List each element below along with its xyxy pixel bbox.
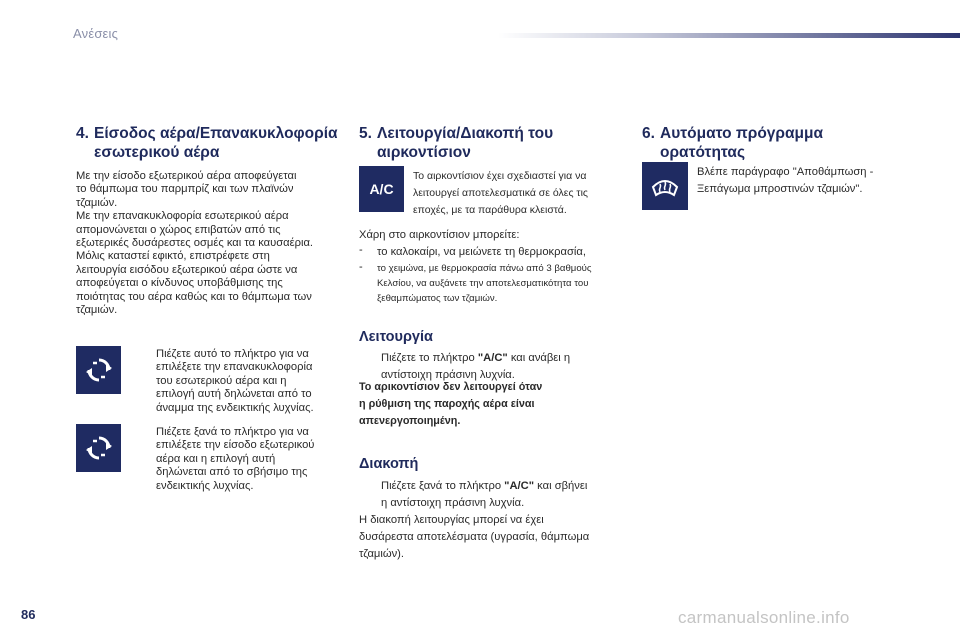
section-4-body-line: το θάμπωμα του παρμπρίζ και των πλαϊνών [76,183,294,196]
operation-line2: αντίστοιχη πράσινη λυχνία. [381,369,515,381]
intro-line: εποχές, με τα παράθυρα κλειστά. [413,204,567,216]
section-6-number: 6. [642,125,655,142]
bullet-line: επιλέξετε την επανακυκλοφορία [156,361,313,374]
section-5 [359,124,629,162]
watermark: carmanualsonline.info [678,608,850,627]
section-4 [76,124,338,317]
section-4-body-line: ποιότητας του αέρα καθώς και το θάμπωμα των [76,290,312,303]
section-5-number: 5. [359,125,372,142]
operation-subtitle: Λειτουργία [359,329,433,345]
recirculation-icon [84,433,114,463]
stop-body-line: τζαμιών). [359,548,405,560]
section-4-body-line: Με την επανακυκλοφορία εσωτερικού αέρα [76,210,289,223]
section-6-title [642,124,922,162]
section-4-body-line: απομονώνεται ο χώρος επιβατών από τις [76,223,281,236]
bullet-line: επιλογή αυτή δηλώνεται από το [156,388,312,401]
section-4-body-line: αποφεύγεται ο κίνδυνος υποβάθμισης της [76,277,283,290]
bullet-line: του εσωτερικού αέρα και η [156,374,287,387]
visibility-button-icon [642,162,688,210]
section-4-body-line: τζαμιών. [76,196,118,209]
section-6-body-line: Ξεπάγωμα μπροστινών τζαμιών". [697,183,863,195]
section-4-number: 4. [76,125,89,142]
section-4-body-line: Μόλις καταστεί εφικτό, επιστρέφετε στη [76,250,270,263]
operation-text-post: και ανάβει η [507,352,571,364]
use-2-line: ξεθαμπώματος των τζαμιών. [377,293,498,304]
windscreen-demist-icon [650,173,680,199]
header-title: Ανέσεις [73,26,119,41]
ac-button-icon [359,166,404,212]
section-4-body [76,170,338,317]
warning-line: η ρύθμιση της παροχής αέρα είναι [359,398,535,410]
section-5-intro [413,168,633,219]
ac-key-label: "A/C" [504,480,535,492]
dash: - [359,244,363,256]
dash: - [359,261,363,273]
ac-icon-label: A/C [369,181,394,197]
bullet-line: ενδεικτικής λυχνίας. [156,479,254,492]
section-4-body-line: εξωτερικές δυσάρεστες οσμές και τα καυσαέρια. [76,237,314,250]
recirculation-button-icon [76,346,121,394]
section-6-title-line2: ορατότητας [660,144,746,161]
section-4-bullet-2 [134,426,344,493]
bullet-line: δηλώνεται από το σβήσιμο της [156,466,308,479]
section-4-title [76,124,338,162]
stop-subtitle: Διακοπή [359,456,419,472]
section-6-body-line: Βλέπε παράγραφο "Αποθάμπωση - [697,166,874,178]
section-4-body-line: λειτουργία εισόδου εξωτερικού αέρα ώστε να [76,263,298,276]
header-bar [498,33,960,38]
stop-line2: η αντίστοιχη πράσινη λυχνία. [381,497,525,509]
bullet-line: αέρα και η επιλογή αυτή [156,452,276,465]
warning-line: απενεργοποιημένη. [359,415,461,427]
section-4-bullet-1 [134,348,344,415]
section-5-uses [359,227,634,306]
bullet-line: επιλέξετε την είσοδο εξωτερικού [156,439,315,452]
stop-text-pre: Πιέζετε ξανά το πλήκτρο [381,480,505,492]
bullet-line: άναμμα της ενδεικτικής λυχνίας. [156,401,314,414]
section-4-title-line2: εσωτερικού αέρα [94,144,220,161]
section-5-title-line1: Λειτουργία/Διακοπή του [377,125,554,142]
stop-bullet [359,478,634,512]
ac-key-label: "A/C" [477,352,508,364]
stop-body-line: δυσάρεστα αποτελέσματα (υγρασία, θάμπωμα [359,531,590,543]
section-4-body-line: Με την είσοδο εξωτερικού αέρα αποφεύγεται [76,170,297,182]
operation-text-pre: Πιέζετε το πλήκτρο [381,352,478,364]
bullet-line: Πιέζετε αυτό το πλήκτρο για να [156,348,309,360]
stop-body [359,512,634,563]
section-5-title-line2: αιρκοντίσιον [377,144,471,161]
page-number: 86 [21,607,36,622]
use-2-line: το χειμώνα, με θερμοκρασία πάνω από 3 βαθμούς [377,263,592,274]
warning-line: Το αρικοντίσιον δεν λειτουργεί όταν [359,381,543,393]
use-1: το καλοκαίρι, να μειώνετε τη θερμοκρασία, [377,246,586,258]
section-4-body-line: τζαμιών. [76,304,118,317]
stop-body-line: Η διακοπή λειτουργίας μπορεί να έχει [359,514,544,526]
section-6 [642,124,922,162]
use-2-line: Κελσίου, να αυξάνετε την αποτελεσματικότητα του [377,278,589,289]
uses-title: Χάρη στο αιρκοντίσιον μπορείτε: [359,229,520,241]
warning-note [359,379,634,430]
section-5-title [359,124,629,162]
recirculation-icon [84,355,114,385]
section-6-title-line1: Αυτόματο πρόγραμμα [660,125,824,142]
bullet-line: Πιέζετε ξανά το πλήκτρο για να [156,426,309,438]
outside-air-button-icon [76,424,121,472]
stop-text-post: και σβήνει [534,480,588,492]
section-4-title-line1: Είσοδος αέρα/Επανακυκλοφορία [94,125,338,142]
section-6-body [697,164,937,198]
intro-line: Το αιρκοντίσιον έχει σχεδιαστεί για να [413,170,587,182]
intro-line: λειτουργεί αποτελεσματικά σε όλες τις [413,187,588,199]
